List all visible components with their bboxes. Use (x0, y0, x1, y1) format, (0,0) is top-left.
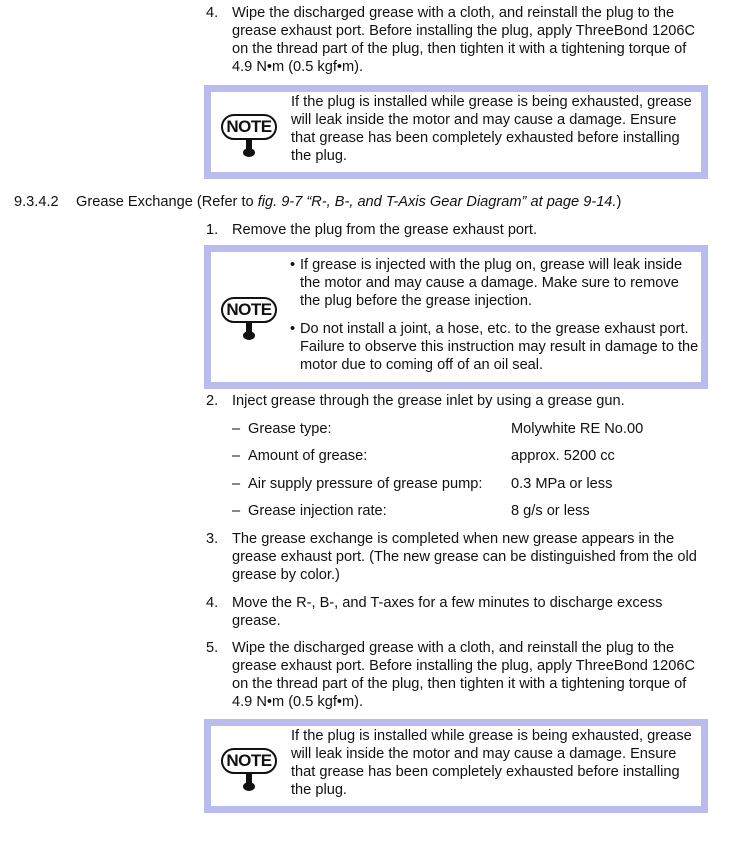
note-label: NOTE (221, 748, 277, 774)
spec-label: Amount of grease: (248, 448, 368, 464)
note-bullet-text: Do not install a joint, a hose, etc. to the grease exhaust port. Failure to observe this instruction may result in damage to the motor due to coming off of an oil seal. (300, 321, 699, 373)
note-label: NOTE (221, 297, 277, 323)
step-text: Inject grease through the grease inlet by using a grease gun. (232, 393, 625, 409)
section-title-suffix: ) (616, 194, 622, 210)
spec-value: approx. 5200 cc (511, 448, 615, 464)
spec-dash: – (232, 448, 241, 464)
step-number: 4. (206, 595, 219, 611)
spec-dash: – (232, 476, 241, 492)
bullet-dot: • (290, 257, 296, 273)
step-number: 3. (206, 531, 219, 547)
step-text: Remove the plug from the grease exhaust port. (232, 222, 538, 238)
note-icon-dot (243, 782, 255, 791)
section-title: Grease Exchange (Refer to (76, 194, 258, 210)
step-number: 4. (206, 5, 219, 21)
step-text: Wipe the discharged grease with a cloth, and reinstall the plug to the grease exhaust port. Before installing the plug, apply ThreeBond 1206C on the thread part of the plug, then tighten it with a tightening torque of 4.9 N•m (0.5 kgf•m). (232, 640, 695, 710)
note-icon (221, 748, 277, 794)
note-icon (221, 297, 277, 343)
section-reference-link[interactable]: fig. 9-7 “R-, B-, and T-Axis Gear Diagram” at page 9-14. (257, 194, 617, 210)
step-number: 5. (206, 640, 219, 656)
step-text: Wipe the discharged grease with a cloth, and reinstall the plug to the grease exhaust port. Before installing the plug, apply ThreeBond 1206C on the thread part of the plug, then tighten it with a tightening torque of 4.9 N•m (0.5 kgf•m). (232, 5, 695, 75)
spec-value: Molywhite RE No.00 (511, 421, 644, 437)
note-box-grease-injection (204, 245, 708, 389)
spec-dash: – (232, 503, 241, 519)
spec-label: Grease type: (248, 421, 332, 437)
note-bullet-text: If grease is injected with the plug on, grease will leak inside the motor and may cause a damage. Make sure to remove the plug before the grease injection. (300, 257, 683, 309)
spec-label: Air supply pressure of grease pump: (248, 476, 483, 492)
note-icon (221, 114, 277, 160)
spec-value: 0.3 MPa or less (511, 476, 613, 492)
note-label: NOTE (221, 114, 277, 140)
spec-dash: – (232, 421, 241, 437)
note-text: If the plug is installed while grease is being exhausted, grease will leak inside the motor and may cause a damage. Ensure that grease has been completely exhausted before installing the plug. (291, 728, 692, 798)
bullet-dot: • (290, 321, 296, 337)
spec-value: 8 g/s or less (511, 503, 590, 519)
note-text: If the plug is installed while grease is being exhausted, grease will leak inside the motor and may cause a damage. Ensure that grease has been completely exhausted before installing the plug. (291, 94, 692, 164)
note-icon-dot (243, 148, 255, 157)
note-box-plug-install (204, 85, 708, 179)
step-text: Move the R-, B-, and T-axes for a few minutes to discharge excess grease. (232, 595, 663, 629)
section-number: 9.3.4.2 (14, 194, 59, 210)
step-number: 2. (206, 393, 219, 409)
step-number: 1. (206, 222, 219, 238)
step-text: The grease exchange is completed when new grease appears in the grease exhaust port. (The new grease can be distinguished from the old grease by color.) (232, 531, 697, 583)
section-heading (14, 193, 621, 211)
note-icon-dot (243, 331, 255, 340)
note-box-plug-install-final (204, 719, 708, 813)
spec-label: Grease injection rate: (248, 503, 387, 519)
